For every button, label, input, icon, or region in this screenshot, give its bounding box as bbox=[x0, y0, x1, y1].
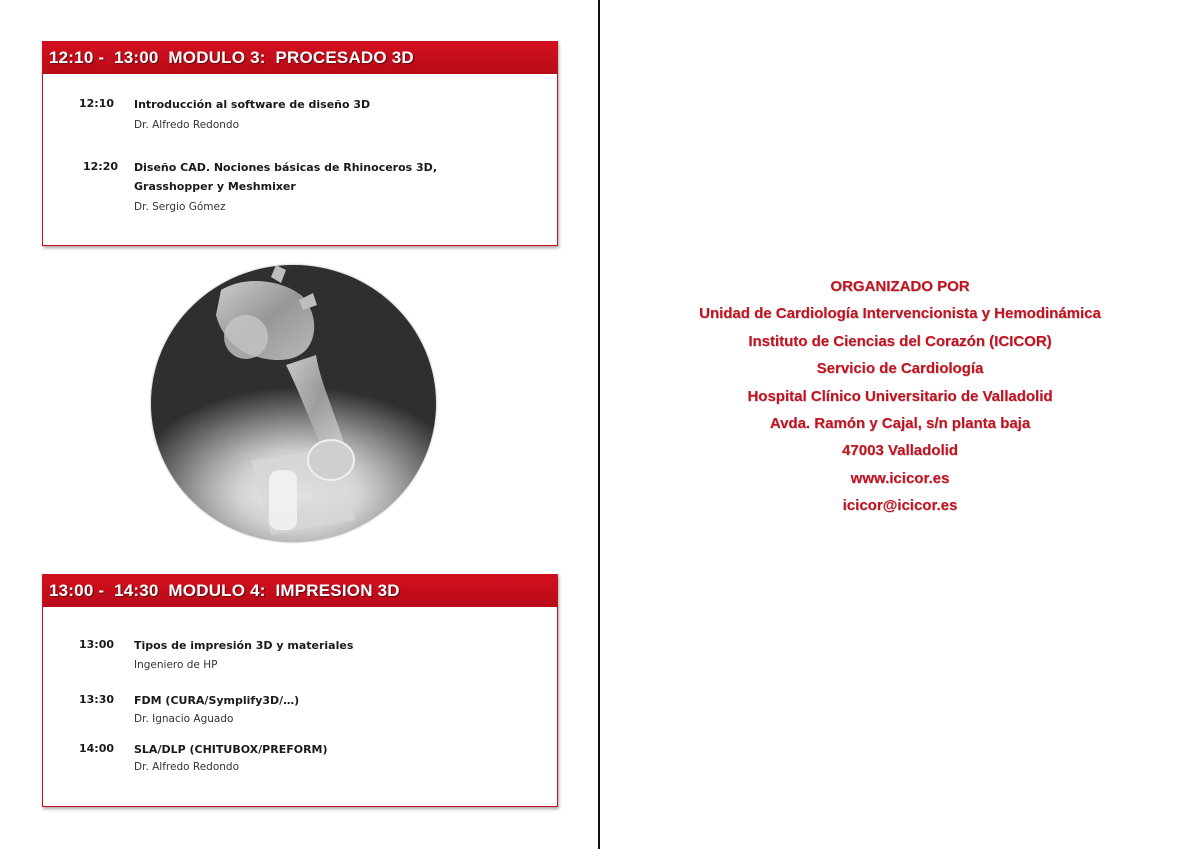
session-speaker: Dr. Ignacio Aguado bbox=[134, 713, 234, 725]
3d-model-photo bbox=[151, 265, 436, 542]
session-time: 14:00 bbox=[79, 742, 115, 755]
session-speaker: Dr. Alfredo Redondo bbox=[134, 119, 239, 131]
module-3-header: 12:10 - 13:00 MODULO 3: PROCESADO 3D bbox=[43, 42, 557, 74]
organizer-hospital: Hospital Clínico Universitario de Valladolid bbox=[747, 387, 1053, 405]
session-title: Tipos de impresión 3D y materiales bbox=[134, 639, 354, 652]
session-title: Introducción al software de diseño 3D bbox=[134, 98, 371, 111]
session-title: FDM (CURA/Symplify3D/…) bbox=[134, 694, 300, 707]
organizer-email-link[interactable]: icicor@icicor.es bbox=[842, 497, 958, 515]
organizer-heading: ORGANIZADO POR bbox=[830, 278, 970, 295]
session-title: SLA/DLP (CHITUBOX/PREFORM) bbox=[134, 743, 328, 756]
organizer-block bbox=[600, 276, 1200, 523]
session-speaker: Dr. Sergio Gómez bbox=[134, 201, 226, 213]
organizer-address: Avda. Ramón y Cajal, s/n planta baja bbox=[769, 414, 1031, 432]
session-title: Diseño CAD. Nociones básicas de Rhinoceros 3D, Grasshopper y Meshmixer bbox=[134, 161, 437, 193]
organizer-institute: Instituto de Ciencias del Corazón (ICICOR) bbox=[748, 332, 1052, 350]
organizer-service: Servicio de Cardiología bbox=[816, 360, 984, 378]
organizer-city: 47003 Valladolid bbox=[842, 442, 958, 460]
session-speaker: Ingeniero de HP bbox=[134, 659, 218, 671]
module-4-header: 13:00 - 14:30 MODULO 4: IMPRESION 3D bbox=[43, 575, 557, 607]
module-4-box bbox=[42, 574, 558, 807]
session-time: 13:30 bbox=[79, 693, 115, 706]
organizer-website-link[interactable]: www.icicor.es bbox=[850, 469, 950, 487]
session-time: 12:10 bbox=[79, 97, 115, 110]
session-time: 13:00 bbox=[79, 638, 115, 651]
organizer-unit: Unidad de Cardiología Intervencionista y Hemodinámica bbox=[699, 305, 1101, 323]
3d-printed-heart-icon bbox=[151, 265, 436, 542]
module-3-box bbox=[42, 41, 558, 246]
session-speaker: Dr. Alfredo Redondo bbox=[134, 761, 239, 773]
session-time: 12:20 bbox=[83, 160, 119, 173]
